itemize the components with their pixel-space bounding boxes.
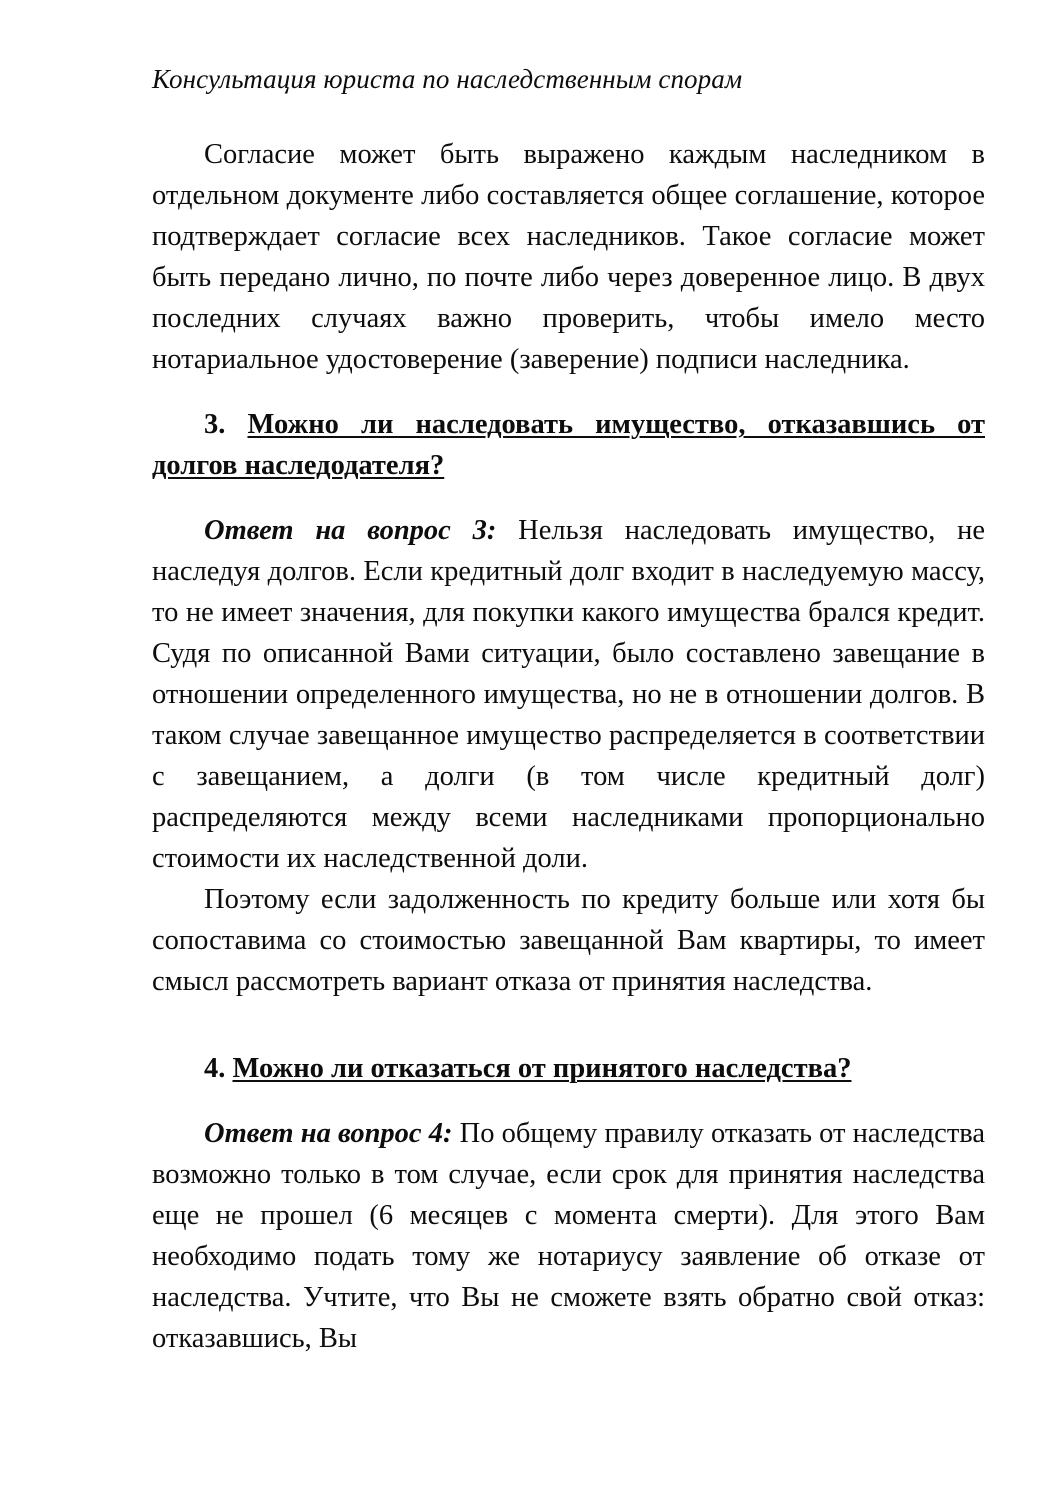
heading-4-text: Можно ли отказаться от принятого наследства?: [232, 1053, 852, 1084]
paragraph-consent: Согласие может быть выражено каждым наследником в отдельном документе либо составляется общее соглашение, которое подтверждает согласие всех наследников. Такое согласие может быть передано лично, по почте либо через доверенное лицо. В двух последних случаях важно проверить, чтобы имело место нотариальное удостоверение (заверение) подписи наследника.: [152, 139, 985, 375]
heading-3-text: Можно ли наследовать имущество, отказавшись от долгов наследодателя?: [152, 409, 985, 481]
heading-4-number: 4.: [204, 1053, 233, 1084]
spacer: [152, 96, 985, 134]
heading-question-3: [152, 404, 985, 486]
spacer: [152, 1002, 985, 1048]
running-header: Консультация юриста по наследственным спорам: [152, 64, 743, 94]
paragraph-answer-4: [152, 1113, 985, 1359]
page-content: [152, 0, 985, 1359]
answer-3-lead-in: Ответ на вопрос 3:: [204, 515, 497, 546]
spacer: [152, 486, 985, 510]
heading-question-4: [152, 1048, 985, 1089]
heading-3-number: 3.: [204, 409, 248, 440]
answer-4-lead-in: Ответ на вопрос 4:: [204, 1118, 453, 1149]
spacer: [152, 380, 985, 404]
paragraph-answer-3: [152, 510, 985, 879]
answer-3-body: Нельзя наследовать имущество, не наследуя долгов. Если кредитный долг входит в наследуемую массу, то не имеет значения, для покупки какого имущества брался кредит. Судя по описанной Вами ситуации, было составлено завещание в отношении определенного имущества, но не в отношении долгов. В таком случае завещанное имущество распределяется в соответствии с завещанием, а долги (в том числе кредитный долг) распределяются между всеми наследниками пропорционально стоимости их наследственной доли.: [152, 515, 986, 874]
spacer: [152, 1089, 985, 1113]
answer-4-body: По общему правилу отказать от наследства возможно только в том случае, если срок для принятия наследства еще не прошел (6 месяцев с момента смерти). Для этого Вам необходимо подать тому же нотариусу заявление об отказе от наследства. Учтите, что Вы не сможете взять обратно свой отказ: отказавшись, Вы: [152, 1118, 986, 1354]
paragraph-debt-comparison: Поэтому если задолженность по кредиту больше или хотя бы сопоставима со стоимостью завещанной Вам квартиры, то имеет смысл рассмотреть вариант отказа от принятия наследства.: [152, 884, 985, 997]
